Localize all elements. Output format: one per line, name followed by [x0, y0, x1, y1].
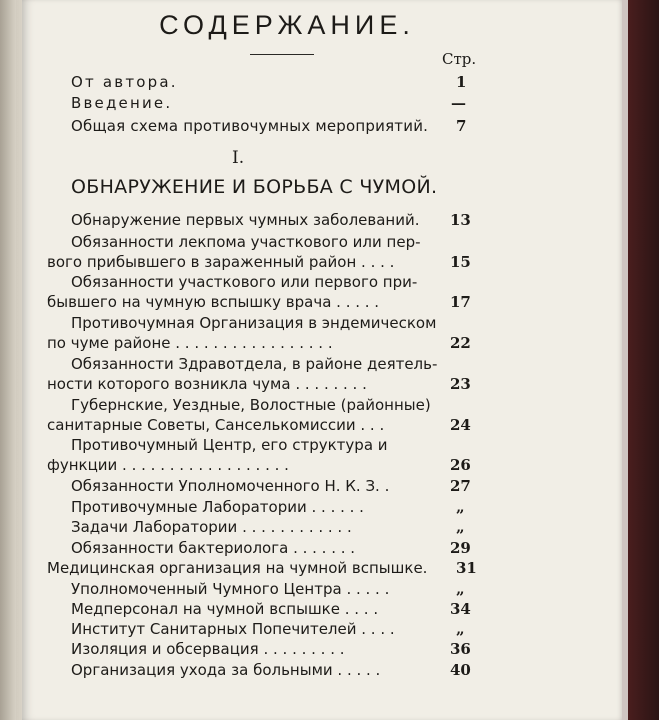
toc-entry-page: 22: [450, 334, 471, 352]
toc-entry-page: 27: [450, 477, 471, 495]
toc-entry-page: 36: [450, 640, 471, 658]
toc-entry-line: Обязанности бактериолога . . . . . . .: [71, 539, 356, 557]
toc-entry-line: по чуме районе . . . . . . . . . . . . . . . . .: [47, 334, 333, 352]
toc-entry-line: Обязанности лекпома участкового или пер-: [71, 233, 421, 251]
toc-entry-line: Противочумная Организация в эндемическом: [71, 314, 437, 332]
toc-entry-page: 13: [450, 211, 471, 229]
toc-entry-page: „: [456, 580, 465, 598]
toc-entry-line: Противочумный Центр, его структура и: [71, 436, 388, 454]
toc-entry-page: 23: [450, 375, 471, 393]
toc-entry-page: 17: [450, 293, 471, 311]
toc-entry-line: Противочумные Лаборатории . . . . . .: [71, 498, 364, 516]
toc-entry-line: Медперсонал на чумной вспышке . . . .: [71, 600, 379, 618]
title-rule: [250, 54, 314, 55]
toc-entry-page: 29: [450, 539, 471, 557]
toc-entry-page: „: [456, 518, 465, 536]
contents-page: [22, 0, 622, 720]
toc-entry-line: Задачи Лаборатории . . . . . . . . . . . .: [71, 518, 352, 536]
toc-entry-line: Организация ухода за больными . . . . .: [71, 661, 381, 679]
toc-entry-line: вого прибывшего в зараженный район . . . .: [47, 253, 395, 271]
toc-entry-page: 34: [450, 600, 471, 618]
toc-entry-line: Обнаружение первых чумных заболеваний.: [71, 211, 420, 229]
intro-entry-page: 1: [456, 73, 467, 91]
intro-entry-text: Общая схема противочумных мероприятий.: [71, 117, 429, 135]
toc-entry-line: Медицинская организация на чумной вспышке.: [47, 559, 428, 577]
toc-entry-line: Институт Санитарных Попечителей . . . .: [71, 620, 395, 638]
intro-entry-page: —: [451, 94, 466, 112]
toc-entry-line: Обязанности Уполномоченного Н. К. З. .: [71, 477, 390, 495]
toc-entry-line: Уполномоченный Чумного Центра . . . . .: [71, 580, 390, 598]
page-title: СОДЕРЖАНИЕ.: [159, 10, 415, 40]
toc-entry-line: функции . . . . . . . . . . . . . . . . . .: [47, 456, 289, 474]
intro-entry-page: 7: [456, 117, 467, 135]
toc-entry-page: 40: [450, 661, 471, 679]
toc-entry-line: санитарные Советы, Санселькомиссии . . .: [47, 416, 385, 434]
toc-entry-page: 15: [450, 253, 471, 271]
toc-entry-page: 31: [456, 559, 477, 577]
toc-entry-page: 26: [450, 456, 471, 474]
page-column-header: Стр.: [442, 50, 477, 68]
section-number: I.: [232, 148, 245, 168]
toc-entry-page: 24: [450, 416, 471, 434]
toc-entry-line: бывшего на чумную вспышку врача . . . . .: [47, 293, 380, 311]
intro-entry-text: От автора.: [71, 73, 178, 91]
toc-entry-line: Обязанности Здравотдела, в районе деятель-: [71, 355, 438, 373]
book-binding: [0, 0, 22, 720]
book-cover: [628, 0, 659, 720]
toc-entry-page: „: [456, 620, 465, 638]
toc-entry-line: ности которого возникла чума . . . . . . . .: [47, 375, 367, 393]
toc-entry-page: „: [456, 498, 465, 516]
toc-entry-line: Губернские, Уездные, Волостные (районные): [71, 396, 431, 414]
toc-entry-line: Изоляция и обсервация . . . . . . . . .: [71, 640, 345, 658]
intro-entry-text: Введение.: [71, 94, 173, 112]
toc-entry-line: Обязанности участкового или первого при-: [71, 273, 418, 291]
section-title: ОБНАРУЖЕНИЕ И БОРЬБА С ЧУМОЙ.: [71, 176, 438, 198]
